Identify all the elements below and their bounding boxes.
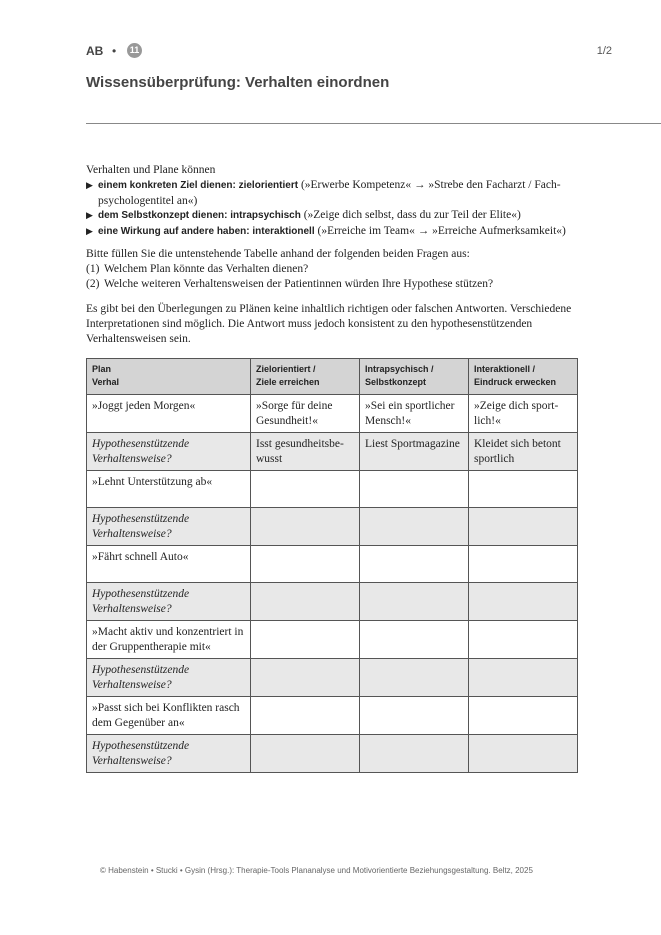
page-title: Wissensüberprüfung: Verhalten einordnen	[86, 74, 390, 91]
task-lead: Bitte füllen Sie die untenstehende Tabelle anhand der folgenden beiden Fragen aus:	[86, 248, 470, 260]
intro-lead: Verhalten und Plane können	[86, 164, 216, 176]
hypothesis-cell-zielorientiert[interactable]	[251, 735, 360, 773]
answer-cell-zielorientiert[interactable]: »Sorge für deine Gesundheit!«	[251, 395, 360, 433]
table-row-behavior	[87, 546, 578, 583]
section-number-badge: 11	[127, 43, 142, 58]
header-plan: Plan Verhal	[87, 359, 251, 395]
behavior-cell: »Lehnt Unterstützung ab«	[87, 471, 251, 508]
answer-cell-intrapsychisch[interactable]	[360, 546, 469, 583]
bullet-triangle-icon: ▶	[86, 210, 93, 221]
behavior-cell: »Macht aktiv und konzentriert in der Gruppentherapie mit«	[87, 621, 251, 659]
hypothesis-cell-zielorientiert[interactable]	[251, 659, 360, 697]
hypothesis-label: Hypothesenstützende Verhaltensweise?	[87, 659, 251, 697]
hypothesis-label: Hypothesenstützende Verhaltensweise?	[87, 583, 251, 621]
bullet-bold: einem konkreten Ziel dienen: zielorientiert	[98, 179, 299, 191]
hypothesis-cell-zielorientiert[interactable]	[251, 508, 360, 546]
hypothesis-cell-intrapsychisch[interactable]	[360, 735, 469, 773]
intro-bullet	[86, 208, 576, 224]
hypothesis-cell-zielorientiert[interactable]	[251, 583, 360, 621]
hypothesis-cell-intrapsychisch[interactable]	[360, 583, 469, 621]
bullet-text: (»Zeige dich selbst, dass du zur Teil der Elite«)	[300, 209, 521, 222]
answer-cell-interaktionell[interactable]	[469, 471, 578, 508]
header-bullet: •	[112, 44, 117, 58]
hypothesis-label: Hypothesenstützende Verhaltensweise?	[87, 508, 251, 546]
answer-cell-zielorientiert[interactable]	[251, 621, 360, 659]
hypothesis-cell-interaktionell[interactable]	[469, 583, 578, 621]
hypothesis-cell-intrapsychisch[interactable]	[360, 508, 469, 546]
table-row-behavior	[87, 471, 578, 508]
note-paragraph: Es gibt bei den Überlegungen zu Plänen keine inhaltlich richtigen oder falschen Antworten. Verschiedene Interpretationen sind möglich. Die Antwort muss jedoch konsistent zu den hypothesenstützenden Verhaltensweisen sein.	[86, 303, 572, 345]
answer-cell-interaktionell[interactable]	[469, 621, 578, 659]
answer-cell-zielorientiert[interactable]	[251, 697, 360, 735]
answer-cell-interaktionell[interactable]: »Zeige dich sportlich!«	[469, 395, 578, 433]
answer-cell-intrapsychisch[interactable]	[360, 471, 469, 508]
page-header	[86, 44, 612, 64]
hypothesis-cell-interaktionell[interactable]	[469, 735, 578, 773]
answer-cell-zielorientiert[interactable]	[251, 546, 360, 583]
answer-cell-interaktionell[interactable]	[469, 697, 578, 735]
table-header-row	[87, 359, 578, 395]
plan-table	[86, 358, 578, 773]
behavior-cell: »Fährt schnell Auto«	[87, 546, 251, 583]
question-number: (2)	[86, 277, 100, 290]
bullet-bold: dem Selbstkonzept dienen: intrapsychisch	[98, 210, 301, 222]
hypothesis-cell-interaktionell[interactable]: Kleidet sich betont sportlich	[469, 433, 578, 471]
intro-bullet	[86, 224, 576, 240]
table-row-hypothesis	[87, 508, 578, 546]
behavior-cell: »Passt sich bei Konflikten rasch dem Gegenüber an«	[87, 697, 251, 735]
intro-section	[86, 163, 576, 240]
table-row-behavior	[87, 697, 578, 735]
answer-cell-intrapsychisch[interactable]	[360, 621, 469, 659]
table-row-behavior	[87, 621, 578, 659]
page-number: 1/2	[596, 45, 612, 57]
answer-cell-interaktionell[interactable]	[469, 546, 578, 583]
bullet-text: (»Erwerbe Kompetenz« → »Strebe den Facharzt / Fachpsychologentitel an«)	[98, 178, 561, 207]
hypothesis-cell-interaktionell[interactable]	[469, 508, 578, 546]
hypothesis-label: Hypothesenstützende Verhaltensweise?	[87, 433, 251, 471]
hypothesis-cell-intrapsychisch[interactable]: Liest Sportmagazine	[360, 433, 469, 471]
header-intrapsychisch: Intrapsychisch / Selbstkonzept	[360, 359, 469, 395]
table-row-behavior	[87, 395, 578, 433]
table-row-hypothesis	[87, 659, 578, 697]
answer-cell-zielorientiert[interactable]	[251, 471, 360, 508]
answer-cell-intrapsychisch[interactable]: »Sei ein sportlicher Mensch!«	[360, 395, 469, 433]
copyright-footer: © Habenstein • Stucki • Gysin (Hrsg.): Therapie-Tools Plananalyse und Motivorientierte Beziehungsgestaltung. Beltz, 2025	[100, 866, 533, 875]
header-zielorientiert: Zielorientiert / Ziele erreichen	[251, 359, 360, 395]
hypothesis-cell-zielorientiert[interactable]: Isst gesundheitsbewusst	[251, 433, 360, 471]
question-item	[86, 262, 576, 277]
table-row-hypothesis	[87, 735, 578, 773]
header-interaktionell: Interaktionell / Eindruck erwecken	[469, 359, 578, 395]
question-number: (1)	[86, 262, 100, 275]
question-text: Welchem Plan könnte das Verhalten dienen?	[104, 262, 309, 275]
hypothesis-label: Hypothesenstützende Verhaltensweise?	[87, 735, 251, 773]
question-item	[86, 277, 576, 292]
behavior-cell: »Joggt jeden Morgen«	[87, 395, 251, 433]
bullet-triangle-icon: ▶	[86, 179, 93, 190]
bullet-triangle-icon: ▶	[86, 226, 93, 237]
task-section	[86, 247, 576, 291]
worksheet-label: AB	[86, 44, 104, 58]
hypothesis-cell-interaktionell[interactable]	[469, 659, 578, 697]
intro-bullet	[86, 178, 576, 209]
answer-cell-intrapsychisch[interactable]	[360, 697, 469, 735]
table-row-hypothesis	[87, 433, 578, 471]
table-row-hypothesis	[87, 583, 578, 621]
question-text: Welche weiteren Verhaltensweisen der Patientinnen würden Ihre Hypothese stützen?	[104, 277, 494, 290]
header-divider	[86, 123, 661, 124]
bullet-bold: eine Wirkung auf andere haben: interaktionell	[98, 226, 315, 238]
bullet-text: (»Erreiche im Team« → »Erreiche Aufmerksamkeit«)	[314, 225, 566, 238]
hypothesis-cell-intrapsychisch[interactable]	[360, 659, 469, 697]
